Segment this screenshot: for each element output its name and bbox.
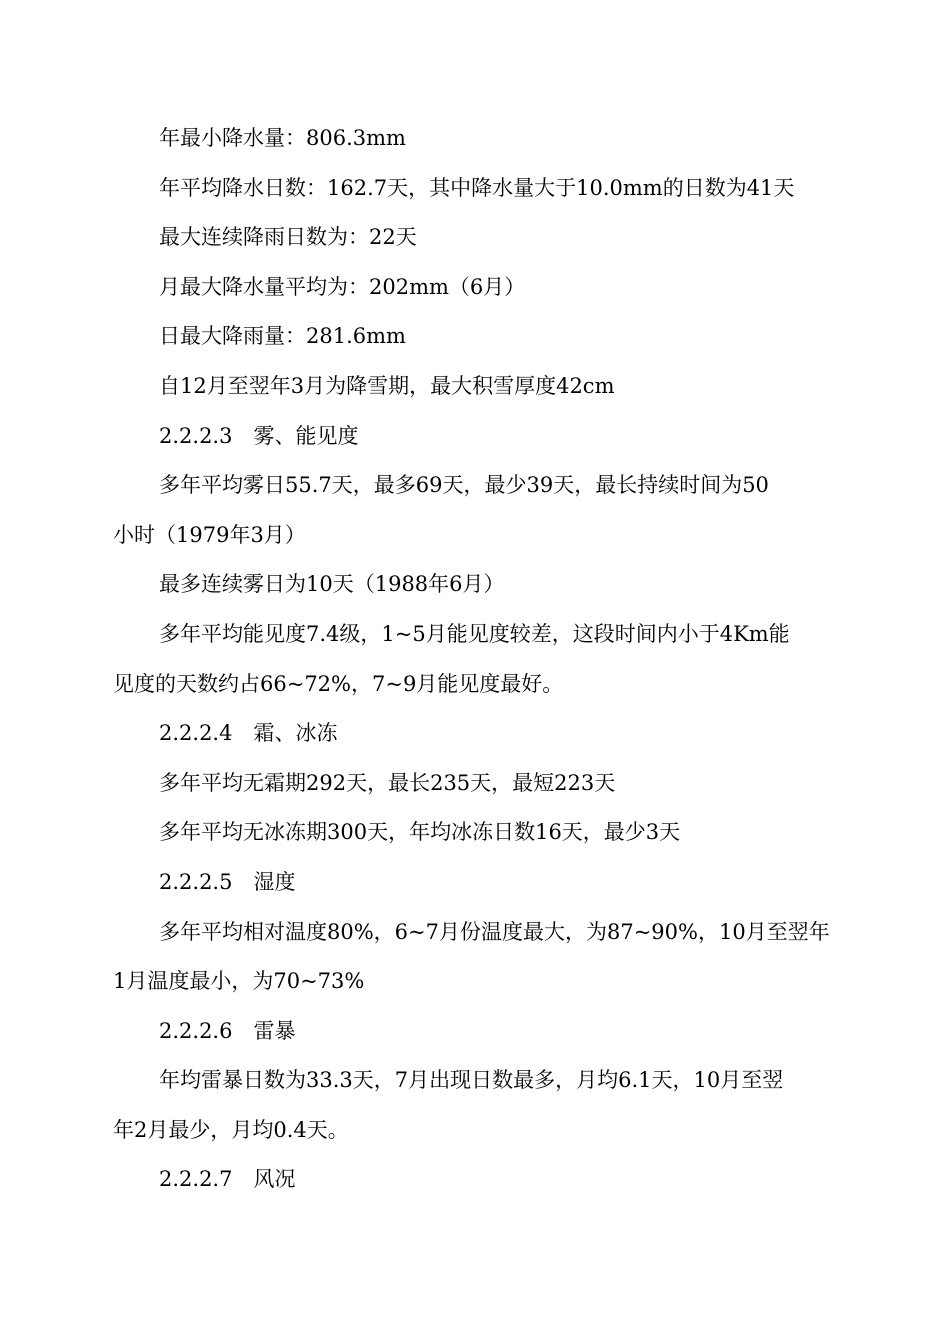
paragraph-max-daily-rainfall: 日最大降雨量：281.6mm [159,324,406,349]
section-heading-frost-freeze: 2.2.2.4 霜、冰冻 [159,721,338,746]
section-heading-humidity: 2.2.2.5 湿度 [159,869,296,894]
paragraph-max-monthly-precipitation: 月最大降水量平均为：202mm（6月） [159,274,526,299]
section-heading-thunderstorm: 2.2.2.6 雷暴 [159,1018,296,1043]
paragraph-annual-precipitation-days: 年平均降水日数：162.7天，其中降水量大于10.0mm的日数为41天 [159,175,795,200]
paragraph-visibility-continued: 见度的天数约占66~72%，7~9月能见度最好。 [113,671,564,696]
paragraph-freeze-free-period: 多年平均无冰冻期300天，年均冰冻日数16天，最少3天 [159,820,681,845]
paragraph-thunderstorm: 年均雷暴日数为33.3天，7月出现日数最多，月均6.1天，10月至翌 [159,1068,784,1093]
paragraph-max-consecutive-rain-days: 最大连续降雨日数为：22天 [159,225,417,250]
section-heading-wind: 2.2.2.7 风况 [159,1167,296,1192]
body-text [113,114,843,1205]
paragraph-humidity-continued: 1月温度最小，为70~73% [113,969,365,994]
paragraph-max-consecutive-fog-days: 最多连续雾日为10天（1988年6月） [159,572,505,597]
paragraph-fog-days-continued: 小时（1979年3月） [113,522,306,547]
paragraph-humidity: 多年平均相对温度80%，6~7月份温度最大，为87~90%，10月至翌年 [159,919,830,944]
paragraph-fog-days: 多年平均雾日55.7天，最多69天，最少39天，最长持续时间为50 [159,473,769,498]
paragraph-thunderstorm-continued: 年2月最少，月均0.4天。 [113,1117,349,1142]
paragraph-visibility: 多年平均能见度7.4级，1~5月能见度较差，这段时间内小于4Km能 [159,621,790,646]
section-heading-fog-visibility: 2.2.2.3 雾、能见度 [159,423,359,448]
paragraph-snow-period: 自12月至翌年3月为降雪期，最大积雪厚度42cm [159,373,615,398]
paragraph-frost-free-period: 多年平均无霜期292天，最长235天，最短223天 [159,770,616,795]
paragraph-min-annual-precipitation: 年最小降水量：806.3mm [159,126,406,150]
